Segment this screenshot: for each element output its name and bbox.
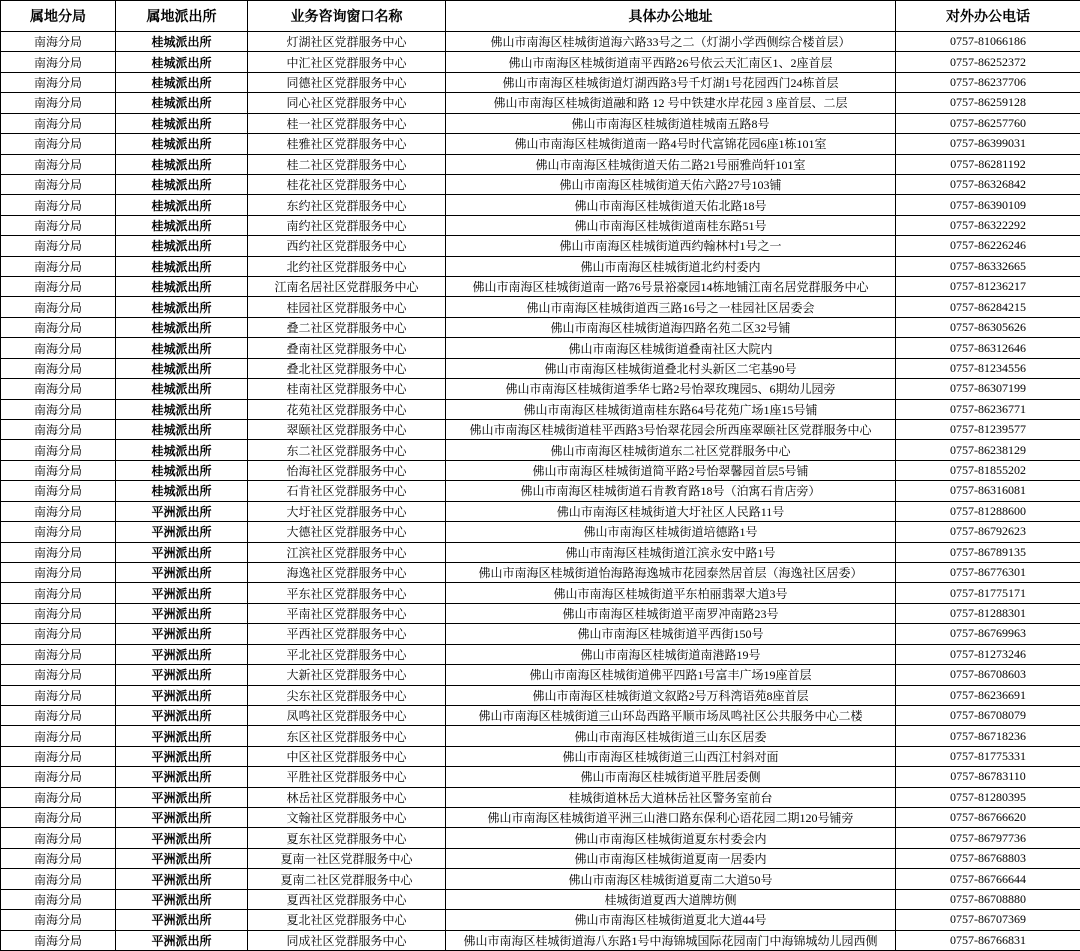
cell-window-name: 石肯社区党群服务中心	[248, 481, 446, 501]
cell-address: 佛山市南海区桂城街道天佑北路18号	[446, 195, 896, 215]
table-row	[1, 726, 1080, 746]
cell-station: 桂城派出所	[116, 420, 248, 440]
table-row	[1, 297, 1080, 317]
cell-station: 平洲派出所	[116, 930, 248, 950]
cell-branch: 南海分局	[1, 297, 116, 317]
cell-phone: 0757-86769963	[896, 624, 1080, 644]
cell-address: 佛山市南海区桂城街道南一路4号时代富锦花园6座1栋101室	[446, 134, 896, 154]
cell-phone: 0757-86792623	[896, 522, 1080, 542]
cell-address: 佛山市南海区桂城街道天佑二路21号丽雅尚轩101室	[446, 154, 896, 174]
cell-address: 佛山市南海区桂城街道夏北大道44号	[446, 910, 896, 930]
cell-address: 佛山市南海区桂城街道平胜居委侧	[446, 767, 896, 787]
cell-address: 佛山市南海区桂城街道夏南二大道50号	[446, 869, 896, 889]
cell-window-name: 桂二社区党群服务中心	[248, 154, 446, 174]
cell-phone: 0757-86399031	[896, 134, 1080, 154]
cell-branch: 南海分局	[1, 542, 116, 562]
cell-branch: 南海分局	[1, 828, 116, 848]
cell-station: 平洲派出所	[116, 522, 248, 542]
table-row	[1, 399, 1080, 419]
cell-phone: 0757-81775171	[896, 583, 1080, 603]
cell-branch: 南海分局	[1, 808, 116, 828]
cell-window-name: 东二社区党群服务中心	[248, 440, 446, 460]
cell-station: 桂城派出所	[116, 277, 248, 297]
table-row	[1, 32, 1080, 52]
cell-station: 平洲派出所	[116, 542, 248, 562]
table-row	[1, 889, 1080, 909]
cell-station: 平洲派出所	[116, 665, 248, 685]
table-row	[1, 665, 1080, 685]
cell-station: 平洲派出所	[116, 603, 248, 623]
cell-branch: 南海分局	[1, 277, 116, 297]
cell-window-name: 夏南二社区党群服务中心	[248, 869, 446, 889]
cell-window-name: 夏西社区党群服务中心	[248, 889, 446, 909]
cell-station: 平洲派出所	[116, 685, 248, 705]
cell-station: 桂城派出所	[116, 113, 248, 133]
table-row	[1, 215, 1080, 235]
cell-address: 佛山市南海区桂城街道平西街150号	[446, 624, 896, 644]
cell-branch: 南海分局	[1, 624, 116, 644]
table-row	[1, 195, 1080, 215]
cell-station: 平洲派出所	[116, 828, 248, 848]
cell-address: 佛山市南海区桂城街道海六路33号之二（灯湖小学西侧综合楼首层）	[446, 32, 896, 52]
cell-phone: 0757-86797736	[896, 828, 1080, 848]
cell-branch: 南海分局	[1, 501, 116, 521]
cell-phone: 0757-81288301	[896, 603, 1080, 623]
cell-address: 佛山市南海区桂城街道南桂东路64号花苑广场1座15号铺	[446, 399, 896, 419]
cell-phone: 0757-86236771	[896, 399, 1080, 419]
cell-window-name: 桂花社区党群服务中心	[248, 174, 446, 194]
cell-address: 佛山市南海区桂城街道大圩社区人民路11号	[446, 501, 896, 521]
table-row	[1, 379, 1080, 399]
table-row	[1, 317, 1080, 337]
cell-window-name: 江滨社区党群服务中心	[248, 542, 446, 562]
table-row	[1, 72, 1080, 92]
cell-phone: 0757-86316081	[896, 481, 1080, 501]
cell-station: 桂城派出所	[116, 32, 248, 52]
cell-address: 桂城街道夏西大道牌坊侧	[446, 889, 896, 909]
cell-window-name: 平北社区党群服务中心	[248, 644, 446, 664]
cell-branch: 南海分局	[1, 317, 116, 337]
cell-phone: 0757-86326842	[896, 174, 1080, 194]
cell-window-name: 花苑社区党群服务中心	[248, 399, 446, 419]
table-row	[1, 767, 1080, 787]
cell-station: 平洲派出所	[116, 787, 248, 807]
cell-address: 佛山市南海区桂城街道南桂东路51号	[446, 215, 896, 235]
cell-window-name: 南约社区党群服务中心	[248, 215, 446, 235]
cell-window-name: 桂南社区党群服务中心	[248, 379, 446, 399]
table-row	[1, 787, 1080, 807]
cell-branch: 南海分局	[1, 889, 116, 909]
cell-window-name: 桂园社区党群服务中心	[248, 297, 446, 317]
cell-address: 佛山市南海区桂城街道佛平四路1号富丰广场19座首层	[446, 665, 896, 685]
cell-station: 桂城派出所	[116, 236, 248, 256]
cell-window-name: 东区社区党群服务中心	[248, 726, 446, 746]
cell-station: 桂城派出所	[116, 195, 248, 215]
cell-window-name: 大新社区党群服务中心	[248, 665, 446, 685]
cell-address: 佛山市南海区桂城街道融和路 12 号中铁建水岸花园 3 座首层、二层	[446, 93, 896, 113]
table-row	[1, 603, 1080, 623]
cell-branch: 南海分局	[1, 460, 116, 480]
cell-branch: 南海分局	[1, 481, 116, 501]
cell-address: 佛山市南海区桂城街道三山环岛西路平顺市场凤鸣社区公共服务中心二楼	[446, 705, 896, 725]
table-row	[1, 113, 1080, 133]
cell-branch: 南海分局	[1, 562, 116, 582]
cell-address: 佛山市南海区桂城街道石肯教育路18号（泊寓石肯店旁）	[446, 481, 896, 501]
cell-station: 桂城派出所	[116, 481, 248, 501]
cell-phone: 0757-81066186	[896, 32, 1080, 52]
cell-branch: 南海分局	[1, 379, 116, 399]
cell-phone: 0757-86768803	[896, 848, 1080, 868]
cell-window-name: 翠颐社区党群服务中心	[248, 420, 446, 440]
table-row	[1, 910, 1080, 930]
cell-branch: 南海分局	[1, 358, 116, 378]
cell-branch: 南海分局	[1, 52, 116, 72]
cell-branch: 南海分局	[1, 215, 116, 235]
header-window-name: 业务咨询窗口名称	[248, 1, 446, 32]
cell-phone: 0757-81288600	[896, 501, 1080, 521]
cell-station: 平洲派出所	[116, 767, 248, 787]
cell-address: 佛山市南海区桂城街道夏南一居委内	[446, 848, 896, 868]
cell-phone: 0757-86305626	[896, 317, 1080, 337]
cell-window-name: 夏南一社区党群服务中心	[248, 848, 446, 868]
table-row	[1, 501, 1080, 521]
cell-phone: 0757-86708603	[896, 665, 1080, 685]
cell-window-name: 海逸社区党群服务中心	[248, 562, 446, 582]
cell-station: 桂城派出所	[116, 399, 248, 419]
cell-address: 佛山市南海区桂城街道南港路19号	[446, 644, 896, 664]
cell-station: 桂城派出所	[116, 440, 248, 460]
cell-branch: 南海分局	[1, 910, 116, 930]
cell-window-name: 林岳社区党群服务中心	[248, 787, 446, 807]
cell-address: 佛山市南海区桂城街道南平西路26号依云天汇南区1、2座首层	[446, 52, 896, 72]
cell-address: 佛山市南海区桂城街道季华七路2号怡翠玫瑰园5、6期幼儿园旁	[446, 379, 896, 399]
cell-phone: 0757-81239577	[896, 420, 1080, 440]
table-row	[1, 930, 1080, 950]
cell-station: 平洲派出所	[116, 889, 248, 909]
table-row	[1, 134, 1080, 154]
table-row	[1, 705, 1080, 725]
cell-phone: 0757-81775331	[896, 746, 1080, 766]
cell-window-name: 灯湖社区党群服务中心	[248, 32, 446, 52]
table-row	[1, 440, 1080, 460]
cell-phone: 0757-86238129	[896, 440, 1080, 460]
cell-station: 桂城派出所	[116, 338, 248, 358]
table-row	[1, 256, 1080, 276]
cell-station: 平洲派出所	[116, 746, 248, 766]
cell-phone: 0757-86707369	[896, 910, 1080, 930]
cell-address: 佛山市南海区桂城街道叠北村头新区二宅基90号	[446, 358, 896, 378]
cell-window-name: 北约社区党群服务中心	[248, 256, 446, 276]
cell-station: 桂城派出所	[116, 460, 248, 480]
table-row	[1, 746, 1080, 766]
cell-phone: 0757-86237706	[896, 72, 1080, 92]
cell-phone: 0757-86708079	[896, 705, 1080, 725]
cell-branch: 南海分局	[1, 726, 116, 746]
table-row	[1, 644, 1080, 664]
cell-phone: 0757-86259128	[896, 93, 1080, 113]
table-row	[1, 460, 1080, 480]
cell-address: 佛山市南海区桂城街道三山西江村斜对面	[446, 746, 896, 766]
cell-phone: 0757-86312646	[896, 338, 1080, 358]
cell-phone: 0757-86257760	[896, 113, 1080, 133]
cell-branch: 南海分局	[1, 440, 116, 460]
cell-window-name: 怡海社区党群服务中心	[248, 460, 446, 480]
cell-phone: 0757-81280395	[896, 787, 1080, 807]
cell-address: 佛山市南海区桂城街道江滨永安中路1号	[446, 542, 896, 562]
table-row	[1, 277, 1080, 297]
cell-window-name: 平西社区党群服务中心	[248, 624, 446, 644]
cell-phone: 0757-86390109	[896, 195, 1080, 215]
cell-address: 佛山市南海区桂城街道夏东村委会内	[446, 828, 896, 848]
cell-address: 佛山市南海区桂城街道怡海路海逸城市花园泰然居首层（海逸社区居委）	[446, 562, 896, 582]
cell-station: 桂城派出所	[116, 134, 248, 154]
cell-station: 桂城派出所	[116, 317, 248, 337]
cell-window-name: 叠北社区党群服务中心	[248, 358, 446, 378]
cell-branch: 南海分局	[1, 603, 116, 623]
cell-window-name: 凤鸣社区党群服务中心	[248, 705, 446, 725]
table-row	[1, 236, 1080, 256]
cell-station: 平洲派出所	[116, 848, 248, 868]
cell-branch: 南海分局	[1, 174, 116, 194]
table-row	[1, 685, 1080, 705]
cell-phone: 0757-81236217	[896, 277, 1080, 297]
cell-branch: 南海分局	[1, 746, 116, 766]
cell-window-name: 中汇社区党群服务中心	[248, 52, 446, 72]
cell-branch: 南海分局	[1, 154, 116, 174]
cell-branch: 南海分局	[1, 685, 116, 705]
cell-branch: 南海分局	[1, 420, 116, 440]
cell-branch: 南海分局	[1, 665, 116, 685]
cell-phone: 0757-86789135	[896, 542, 1080, 562]
header-address: 具体办公地址	[446, 1, 896, 32]
cell-phone: 0757-86718236	[896, 726, 1080, 746]
cell-address: 佛山市南海区桂城街道天佑六路27号103铺	[446, 174, 896, 194]
cell-window-name: 大圩社区党群服务中心	[248, 501, 446, 521]
cell-address: 佛山市南海区桂城街道文叙路2号万科湾语苑8座首层	[446, 685, 896, 705]
cell-address: 佛山市南海区桂城街道南一路76号景裕豪园14栋地铺江南名居党群服务中心	[446, 277, 896, 297]
cell-window-name: 夏北社区党群服务中心	[248, 910, 446, 930]
header-row	[1, 1, 1080, 32]
cell-station: 桂城派出所	[116, 52, 248, 72]
cell-window-name: 文翰社区党群服务中心	[248, 808, 446, 828]
cell-window-name: 同心社区党群服务中心	[248, 93, 446, 113]
cell-station: 桂城派出所	[116, 297, 248, 317]
cell-branch: 南海分局	[1, 583, 116, 603]
table-row	[1, 154, 1080, 174]
table-row	[1, 869, 1080, 889]
table-row	[1, 624, 1080, 644]
cell-window-name: 同德社区党群服务中心	[248, 72, 446, 92]
cell-phone: 0757-81273246	[896, 644, 1080, 664]
cell-station: 桂城派出所	[116, 93, 248, 113]
table-row	[1, 338, 1080, 358]
cell-window-name: 中区社区党群服务中心	[248, 746, 446, 766]
cell-address: 佛山市南海区桂城街道北约村委内	[446, 256, 896, 276]
cell-window-name: 叠二社区党群服务中心	[248, 317, 446, 337]
cell-phone: 0757-86766620	[896, 808, 1080, 828]
cell-window-name: 平南社区党群服务中心	[248, 603, 446, 623]
cell-window-name: 尖东社区党群服务中心	[248, 685, 446, 705]
cell-address: 佛山市南海区桂城街道平洲三山港口路东保利心语花园二期120号铺旁	[446, 808, 896, 828]
cell-phone: 0757-81234556	[896, 358, 1080, 378]
cell-phone: 0757-86226246	[896, 236, 1080, 256]
cell-station: 平洲派出所	[116, 644, 248, 664]
cell-address: 佛山市南海区桂城街道灯湖西路3号千灯湖1号花园西门24栋首层	[446, 72, 896, 92]
cell-station: 平洲派出所	[116, 562, 248, 582]
cell-station: 平洲派出所	[116, 726, 248, 746]
cell-address: 佛山市南海区桂城街道西约翰林村1号之一	[446, 236, 896, 256]
cell-station: 桂城派出所	[116, 215, 248, 235]
cell-address: 桂城街道林岳大道林岳社区警务室前台	[446, 787, 896, 807]
cell-station: 桂城派出所	[116, 358, 248, 378]
cell-station: 桂城派出所	[116, 154, 248, 174]
cell-branch: 南海分局	[1, 195, 116, 215]
table-row	[1, 848, 1080, 868]
table-body	[1, 32, 1080, 951]
cell-station: 平洲派出所	[116, 624, 248, 644]
cell-address: 佛山市南海区桂城街道桂城南五路8号	[446, 113, 896, 133]
cell-phone: 0757-86284215	[896, 297, 1080, 317]
cell-branch: 南海分局	[1, 72, 116, 92]
table-row	[1, 174, 1080, 194]
cell-station: 平洲派出所	[116, 501, 248, 521]
cell-window-name: 桂一社区党群服务中心	[248, 113, 446, 133]
cell-address: 佛山市南海区桂城街道东二社区党群服务中心	[446, 440, 896, 460]
cell-window-name: 桂雅社区党群服务中心	[248, 134, 446, 154]
cell-station: 桂城派出所	[116, 174, 248, 194]
cell-window-name: 东约社区党群服务中心	[248, 195, 446, 215]
cell-address: 佛山市南海区桂城街道海四路名苑二区32号铺	[446, 317, 896, 337]
cell-station: 平洲派出所	[116, 869, 248, 889]
cell-phone: 0757-86708880	[896, 889, 1080, 909]
cell-window-name: 同成社区党群服务中心	[248, 930, 446, 950]
cell-branch: 南海分局	[1, 705, 116, 725]
cell-phone: 0757-86322292	[896, 215, 1080, 235]
table-row	[1, 522, 1080, 542]
header-phone: 对外办公电话	[896, 1, 1080, 32]
cell-window-name: 叠南社区党群服务中心	[248, 338, 446, 358]
cell-station: 桂城派出所	[116, 379, 248, 399]
cell-address: 佛山市南海区桂城街道西三路16号之一桂园社区居委会	[446, 297, 896, 317]
cell-phone: 0757-86332665	[896, 256, 1080, 276]
table-row	[1, 481, 1080, 501]
header-station: 属地派出所	[116, 1, 248, 32]
cell-window-name: 夏东社区党群服务中心	[248, 828, 446, 848]
cell-station: 平洲派出所	[116, 808, 248, 828]
cell-branch: 南海分局	[1, 848, 116, 868]
cell-branch: 南海分局	[1, 338, 116, 358]
cell-branch: 南海分局	[1, 32, 116, 52]
cell-address: 佛山市南海区桂城街道简平路2号怡翠馨园首层5号铺	[446, 460, 896, 480]
table-row	[1, 420, 1080, 440]
cell-window-name: 江南名居社区党群服务中心	[248, 277, 446, 297]
table-row	[1, 542, 1080, 562]
cell-branch: 南海分局	[1, 399, 116, 419]
table-row	[1, 828, 1080, 848]
cell-phone: 0757-86281192	[896, 154, 1080, 174]
cell-address: 佛山市南海区桂城街道海八东路1号中海锦城国际花园南门中海锦城幼儿园西侧	[446, 930, 896, 950]
cell-branch: 南海分局	[1, 522, 116, 542]
cell-phone: 0757-86776301	[896, 562, 1080, 582]
table-row	[1, 358, 1080, 378]
table-row	[1, 93, 1080, 113]
cell-phone: 0757-86783110	[896, 767, 1080, 787]
cell-station: 桂城派出所	[116, 256, 248, 276]
cell-station: 桂城派出所	[116, 72, 248, 92]
cell-station: 平洲派出所	[116, 705, 248, 725]
cell-branch: 南海分局	[1, 767, 116, 787]
table-row	[1, 583, 1080, 603]
cell-station: 平洲派出所	[116, 910, 248, 930]
cell-address: 佛山市南海区桂城街道叠南社区大院内	[446, 338, 896, 358]
cell-branch: 南海分局	[1, 134, 116, 154]
cell-window-name: 平胜社区党群服务中心	[248, 767, 446, 787]
cell-phone: 0757-86236691	[896, 685, 1080, 705]
cell-address: 佛山市南海区桂城街道桂平西路3号怡翠花园会所西座翠颐社区党群服务中心	[446, 420, 896, 440]
cell-phone: 0757-86766831	[896, 930, 1080, 950]
cell-address: 佛山市南海区桂城街道平南罗冲南路23号	[446, 603, 896, 623]
cell-address: 佛山市南海区桂城街道平东柏丽翡翠大道3号	[446, 583, 896, 603]
cell-window-name: 平东社区党群服务中心	[248, 583, 446, 603]
cell-branch: 南海分局	[1, 787, 116, 807]
cell-phone: 0757-86766644	[896, 869, 1080, 889]
cell-address: 佛山市南海区桂城街道三山东区居委	[446, 726, 896, 746]
header-branch: 属地分局	[1, 1, 116, 32]
cell-window-name: 大德社区党群服务中心	[248, 522, 446, 542]
cell-phone: 0757-86252372	[896, 52, 1080, 72]
cell-station: 平洲派出所	[116, 583, 248, 603]
cell-branch: 南海分局	[1, 93, 116, 113]
table-row	[1, 562, 1080, 582]
cell-phone: 0757-81855202	[896, 460, 1080, 480]
table-row	[1, 52, 1080, 72]
table-row	[1, 808, 1080, 828]
cell-address: 佛山市南海区桂城街道培德路1号	[446, 522, 896, 542]
cell-branch: 南海分局	[1, 930, 116, 950]
cell-branch: 南海分局	[1, 644, 116, 664]
cell-phone: 0757-86307199	[896, 379, 1080, 399]
cell-branch: 南海分局	[1, 256, 116, 276]
cell-branch: 南海分局	[1, 113, 116, 133]
cell-window-name: 西约社区党群服务中心	[248, 236, 446, 256]
cell-branch: 南海分局	[1, 236, 116, 256]
cell-branch: 南海分局	[1, 869, 116, 889]
